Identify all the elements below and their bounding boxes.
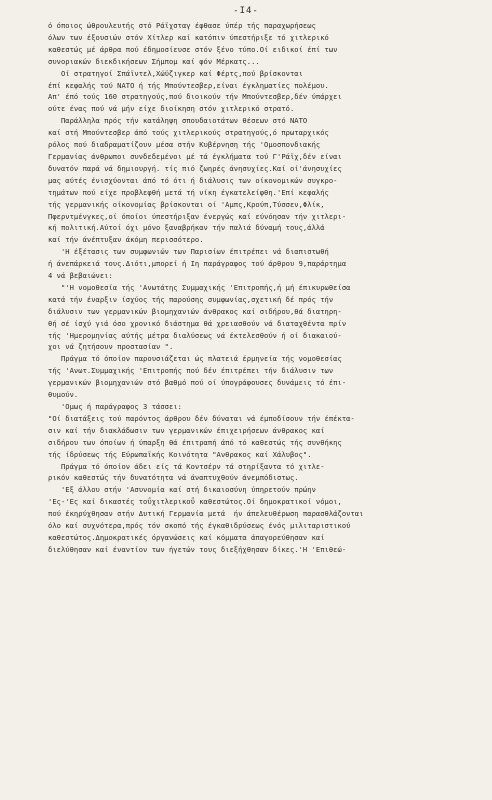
text-line: διάλυσιν των γερμανικών βιομηχανιών άνθρακος καί σιδήρου,θά διατηρη- bbox=[48, 306, 342, 316]
text-line: ό όποιος ώθρουλευτής στό Ράϊχσταγ έφθασε ύπέρ τής παραχωρήσεως bbox=[48, 21, 316, 30]
text-line: Οί στρατηγοί Σπάϊντελ,Χώϋζιγκερ καί Φέρτς,πού βρίσκονται bbox=[48, 68, 303, 78]
page-number: -I4- bbox=[233, 6, 259, 16]
text-line: θυμούν. bbox=[48, 390, 79, 400]
text-line: ρικόν καθεστώς τήν δυνατότητα νά άναπτυχθούν άνεμπόδιστως. bbox=[48, 473, 299, 483]
text-line: τής 'Ημερομηνίας αύτής μέτρα διαλύσεως νά έκτελεσθούν ή οί διακαιού- bbox=[48, 330, 342, 340]
text-line: τής ίδρύσεως τής Εύρωπαϊκής Κοινότητα "Ανθρακος καί Χάλυβος". bbox=[48, 449, 312, 459]
text-line: συνοριακών διεκδικήσεων Σήμπομ καί φόν Μέρκατς... bbox=[48, 56, 260, 66]
text-line: πού έκηρύχθησαν στήν Δυτική Γερμανία μετά ήν άπελευθέρωση παρασθλάζονται bbox=[48, 509, 364, 519]
text-line: μας αύτές ένισχύονται άπό τό ότι ή διάλυσις των οίκονομικών συγκρο- bbox=[48, 175, 338, 185]
text-line: γερμανικών βιομηχανιών στό βαθμό πού οί ύπογράφουσες δυνάμεις τό έπι- bbox=[48, 378, 347, 388]
text-line: θή σέ ίσχύ γιά όσο χρονικό διάστημα θά χρειασθούν νά διαταχθέντα πρίν bbox=[48, 318, 347, 328]
text-line: ή άνεπάρκειά τους.Διότι,μπορεί ή Ιη παράγραφος τού άρθρου 9,παράρτημα bbox=[48, 259, 347, 269]
text-line: Γερμανίας άνθρωποι συνδεδεμένοι μέ τά έγκλήματα τού Γ'Ράϊχ,δέν είναι bbox=[48, 151, 342, 161]
text-line: κή πολιτική.Αύτοί όχι μόνο ξαναβρήκαν τήν παλιά δύναμή τους,άλλά bbox=[48, 223, 325, 233]
text-line: σιν καί τήν διακλάδωσιν των γερμανικών έπιχειρήσεων άνθρακος καί bbox=[48, 425, 325, 435]
text-line: διελύθησαν καί έναντίον των ήγετών τους διεξήχθησαν δίκες.'Η 'Επιθεώ- bbox=[48, 544, 347, 554]
text-line: 4 νά βεβαιώνει: bbox=[48, 271, 113, 281]
text-line: χοι νά ζητήσουν προστασίαν ". bbox=[48, 342, 174, 352]
text-line: Πράγμα τό όποίον άδει είς τά Κοντσέρν τά στηρίξαντα τό χιτλε- bbox=[48, 461, 325, 471]
text-line: καί τήν άνέπτυξαν άκόμη περισσότερο. bbox=[48, 235, 204, 245]
text-line: ούτε ένας πού νά μήν είχε διοίκηση στόν χιτλερικό στρατό. bbox=[48, 104, 295, 114]
text-line: καθεστώς μέ άρθρα πού έδημοσίευσε στόν ξένο τύπο.Οί ειδικοί έπί των bbox=[48, 44, 338, 54]
text-line: σιδήρου των όποίων ή ύπαρξη θά έπιτραπή άπό τό καθεστώς τής συνθήκης bbox=[48, 437, 342, 447]
text-line: κατά τήν έναρξιν ίσχύος τής παρούσης συμφωνίας,σχετική δέ πρός τήν bbox=[48, 294, 334, 304]
text-line: 'Ομως ή παράγραφος 3 τάσσει: bbox=[48, 402, 182, 411]
text-line: ρόλος πού διαδραματίζουν μέσα στήν Κυβέρνηση τής 'Ομοσπονδιακής bbox=[48, 140, 321, 150]
text-line: "'Η νομοθεσία τής 'Ανωτάτης Συμμαχικής 'Επιτροπής,ή μή έπικυρωθείσα bbox=[48, 282, 351, 292]
text-line: καθεστώτος.Δημοκρατικές όργανώσεις καί κόμματα άπαγορεύθησαν καί bbox=[48, 532, 325, 542]
text-line: Παράλληλα πρός τήν κατάληψη σπουδαιοτάτων θέσεων στό ΝΑΤΟ bbox=[48, 116, 308, 126]
text-line: Απ' έπό τούς 160 στρατηγούς,πού διοικούν τήν Μπούντεσβερ,δέν ύπάρχει bbox=[48, 92, 342, 102]
text-line: 'Ες-'Ες καί δικαστές τοΰχιτλερικοΰ καθεστώτος.Οί δημοκρατικοί νόμοι, bbox=[48, 497, 342, 507]
typed-text-body bbox=[48, 20, 472, 556]
text-line: καί στή Μπούντεσβερ άπό τούς χιτλερικούς στρατηγούς,ό πρωταρχικός bbox=[48, 128, 329, 138]
text-line: έπί κεφαλής τού ΝΑΤΟ ή τής Μπούντεσβερ,είναι έγκληματίες πολέμου. bbox=[48, 80, 329, 90]
text-line: "Οί διατάξεις τού παρόντος άρθρου δέν δύναται νά έμποδίσουν τήν έπέκτα- bbox=[48, 413, 355, 423]
text-line: τής γερμανικής οίκονομίας βρίσκονται οί 'Αμπς,Κρούπ,Τύσσεν,Φλίκ, bbox=[48, 199, 325, 209]
text-line: τής 'Ανωτ.Συμμαχικής 'Επιτροπής πού δέν έπιτρέπει τήν διάλυσιν των bbox=[48, 366, 334, 376]
text-line: 'Εξ άλλου στήν 'Ασυνομία καί στή δικαιοσύνη ύπηρετούν πρώην bbox=[48, 485, 316, 495]
text-line: όλων των έξουσιών στόν Χίτλερ καί κατόπιν ύπεστήριξε τό χιτλερικό bbox=[48, 32, 329, 42]
text-line: 'Η έξέτασις των συμφωνιών των Παρισίων έπιτρέπει νά διαπιστωθή bbox=[48, 247, 329, 257]
text-line: τημάτων πού είχε προβλεφθή μετά τή νίκη έγκατελείφθη.'Επί κεφαλής bbox=[48, 187, 329, 197]
text-line: Πφερντμένγκες,οί όποίοι ύπεστήριξαν ένεργώς καί εύνόησαν τήν χιτλερι- bbox=[48, 211, 347, 221]
text-line: Πράγμα τό όποίον παρουσιάζεται ώς πλατειά έρμηνεία τής νομοθεσίας bbox=[48, 354, 342, 364]
text-line: όλο καί συχνότερα,πρός τόν σκοπό τής έγκαθιδρύσεως ένός μιλιταριστικού bbox=[48, 521, 351, 531]
text-line: δυνατόν παρά νά δημιουργή. τίς πιό ζωηρές άνησυχίες.Καί οί'άνησυχίες bbox=[48, 163, 342, 173]
